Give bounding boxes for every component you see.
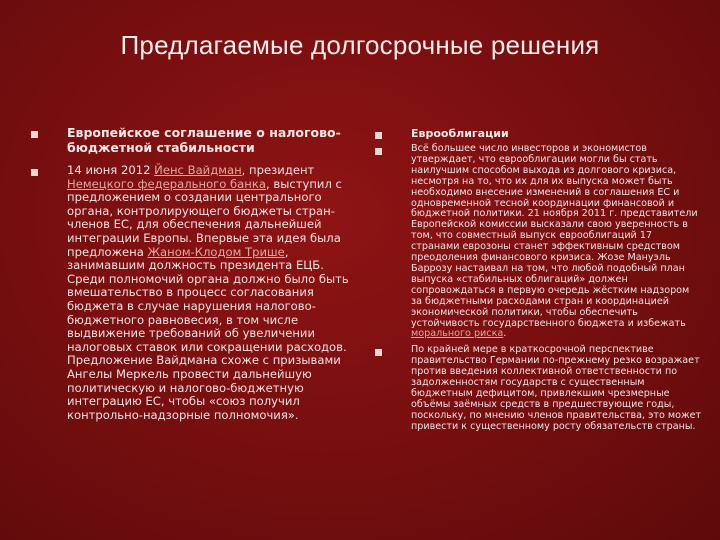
list-item — [28, 164, 350, 422]
square-bullet-icon — [31, 131, 38, 138]
link-jens-weidmann[interactable]: Йенс Вайдман — [154, 163, 242, 177]
left-heading: Европейское соглашение о налогово-бюджетной стабильности — [67, 125, 341, 155]
germany-position-text: По крайней мере в краткосрочной перспективе правительство Германии по-прежнему резко возражает против введения коллективной ответственности по задолженностям государств с существенным бюджетным дефицитом, привлекшим чрезмерные объёмы заёмных средств в предшествующие годы, поскольку, по мнению членов правительства, это может привести к существенному росту обязательств страны. — [411, 344, 702, 432]
slide-title: Предлагаемые долгосрочные решения — [120, 30, 600, 60]
right-heading: Еврооблигации — [411, 127, 509, 140]
list-item — [372, 144, 702, 340]
link-bundesbank[interactable]: Немецкого федерального банка — [67, 176, 266, 191]
square-bullet-icon — [31, 169, 38, 176]
eurobonds-text: Всё большее число инвесторов и экономистов утверждает, что еврооблигации могли бы стать наилучшим способом выхода из долгового кризиса, несмотря на то, что их для их выпуска может быть необходимо внесение изменений в соглашения ЕС и одновременной тесной координации финансовой и бюджетной политики. 21 ноября 2011 г. представители Европейской комиссии высказали свою уверенность в том, что совместный выпуск еврооблигаций 17 странами еврозоны станет эффективным средством преодоления финансового кризиса. Жозе Мануэль Баррозу настаивал на том, что любой подобный план выпуска «стабильных облигаций» должен сопровождаться в первую очередь жёстким надзором за бюджетными расходами стран и координацией экономической политики, чтобы обеспечить устойчивость государственного бюджета и избежать морального риска. — [411, 143, 698, 340]
link-moral-hazard[interactable]: морального риска — [411, 328, 504, 340]
link-jean-claude-trichet[interactable]: Жаном-Клодом Трише — [147, 244, 285, 259]
right-column — [372, 128, 702, 433]
square-bullet-icon — [375, 148, 382, 155]
list-item — [372, 345, 702, 432]
left-body-text: 14 июня 2012 Йенс Вайдман, президент Немецкого федерального банка, выступил с предложением о создании центрального органа, контролирующего бюджеты стран-членов ЕС, для обеспечения дальнейшей интеграции Европы. Впервые эта идея была предложена Жаном-Клодом Трише, занимавшим должность президента ЕЦБ. Среди полномочий органа должно было быть вмешательство в процесс согласования бюджета в случае нарушения налогово-бюджетного равновесия, в том числе выдвижение требований об увеличении налоговых ставок или сокращении расходов. Предложение Вайдмана схоже с призывами Ангелы Меркель провести дальнейшую политическую и налогово-бюджетную интеграцию ЕС, чтобы «союз получил контрольно-надзорные полномочия». — [67, 163, 349, 422]
square-bullet-icon — [375, 349, 382, 356]
list-item — [372, 128, 702, 140]
list-item — [28, 126, 350, 155]
left-column — [28, 126, 350, 422]
square-bullet-icon — [375, 132, 382, 139]
